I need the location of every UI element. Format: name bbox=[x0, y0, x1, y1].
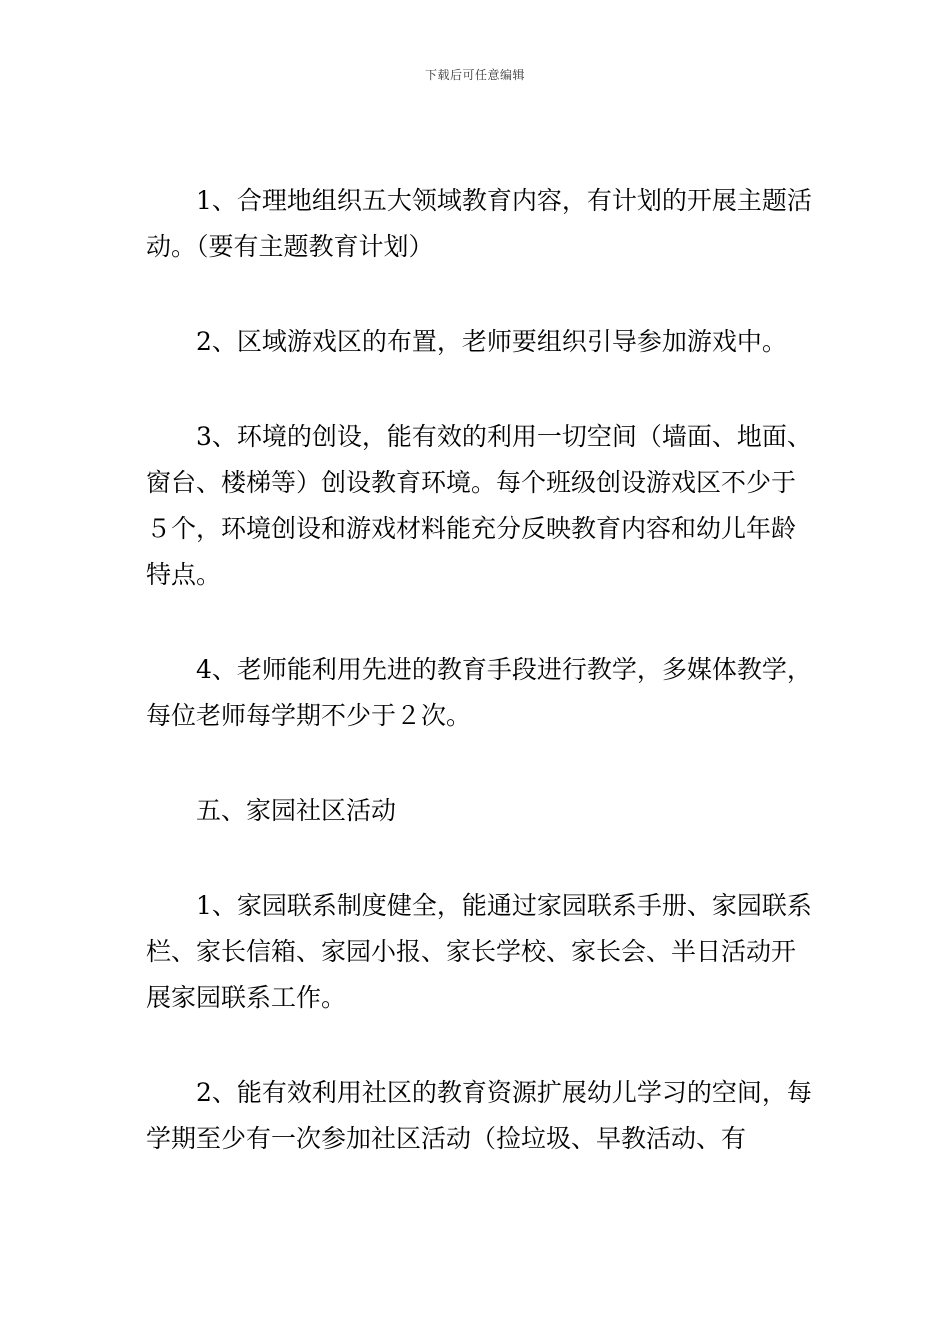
paragraph-item-3: 3、环境的创设，能有效的利用一切空间（墙面、地面、窗台、楼梯等）创设教育环境。每个班级创设游戏区不少于５个，环境创设和游戏材料能充分反映教育内容和幼儿年龄特点。 bbox=[146, 422, 812, 589]
paragraph-item-2: 2、区域游戏区的布置，老师要组织引导参加游戏中。 bbox=[196, 327, 787, 356]
page-header: 下载后可任意编辑 bbox=[424, 68, 525, 82]
paragraph-item-5: 1、家园联系制度健全，能通过家园联系手册、家园联系栏、家长信箱、家园小报、家长学校、家长会、半日活动开展家园联系工作。 bbox=[146, 891, 812, 1012]
paragraph-item-1: 1、合理地组织五大领域教育内容，有计划的开展主题活动。（要有主题教育计划） bbox=[146, 186, 812, 261]
paragraph-item-4: 4、老师能利用先进的教育手段进行教学，多媒体教学，每位老师每学期不少于２次。 bbox=[146, 655, 812, 730]
document-body bbox=[146, 178, 818, 1211]
paragraph-item-6: 2、能有效利用社区的教育资源扩展幼儿学习的空间，每学期至少有一次参加社区活动（捡垃圾、早教活动、有 bbox=[146, 1078, 812, 1153]
section-heading: 五、家园社区活动 bbox=[196, 796, 397, 825]
